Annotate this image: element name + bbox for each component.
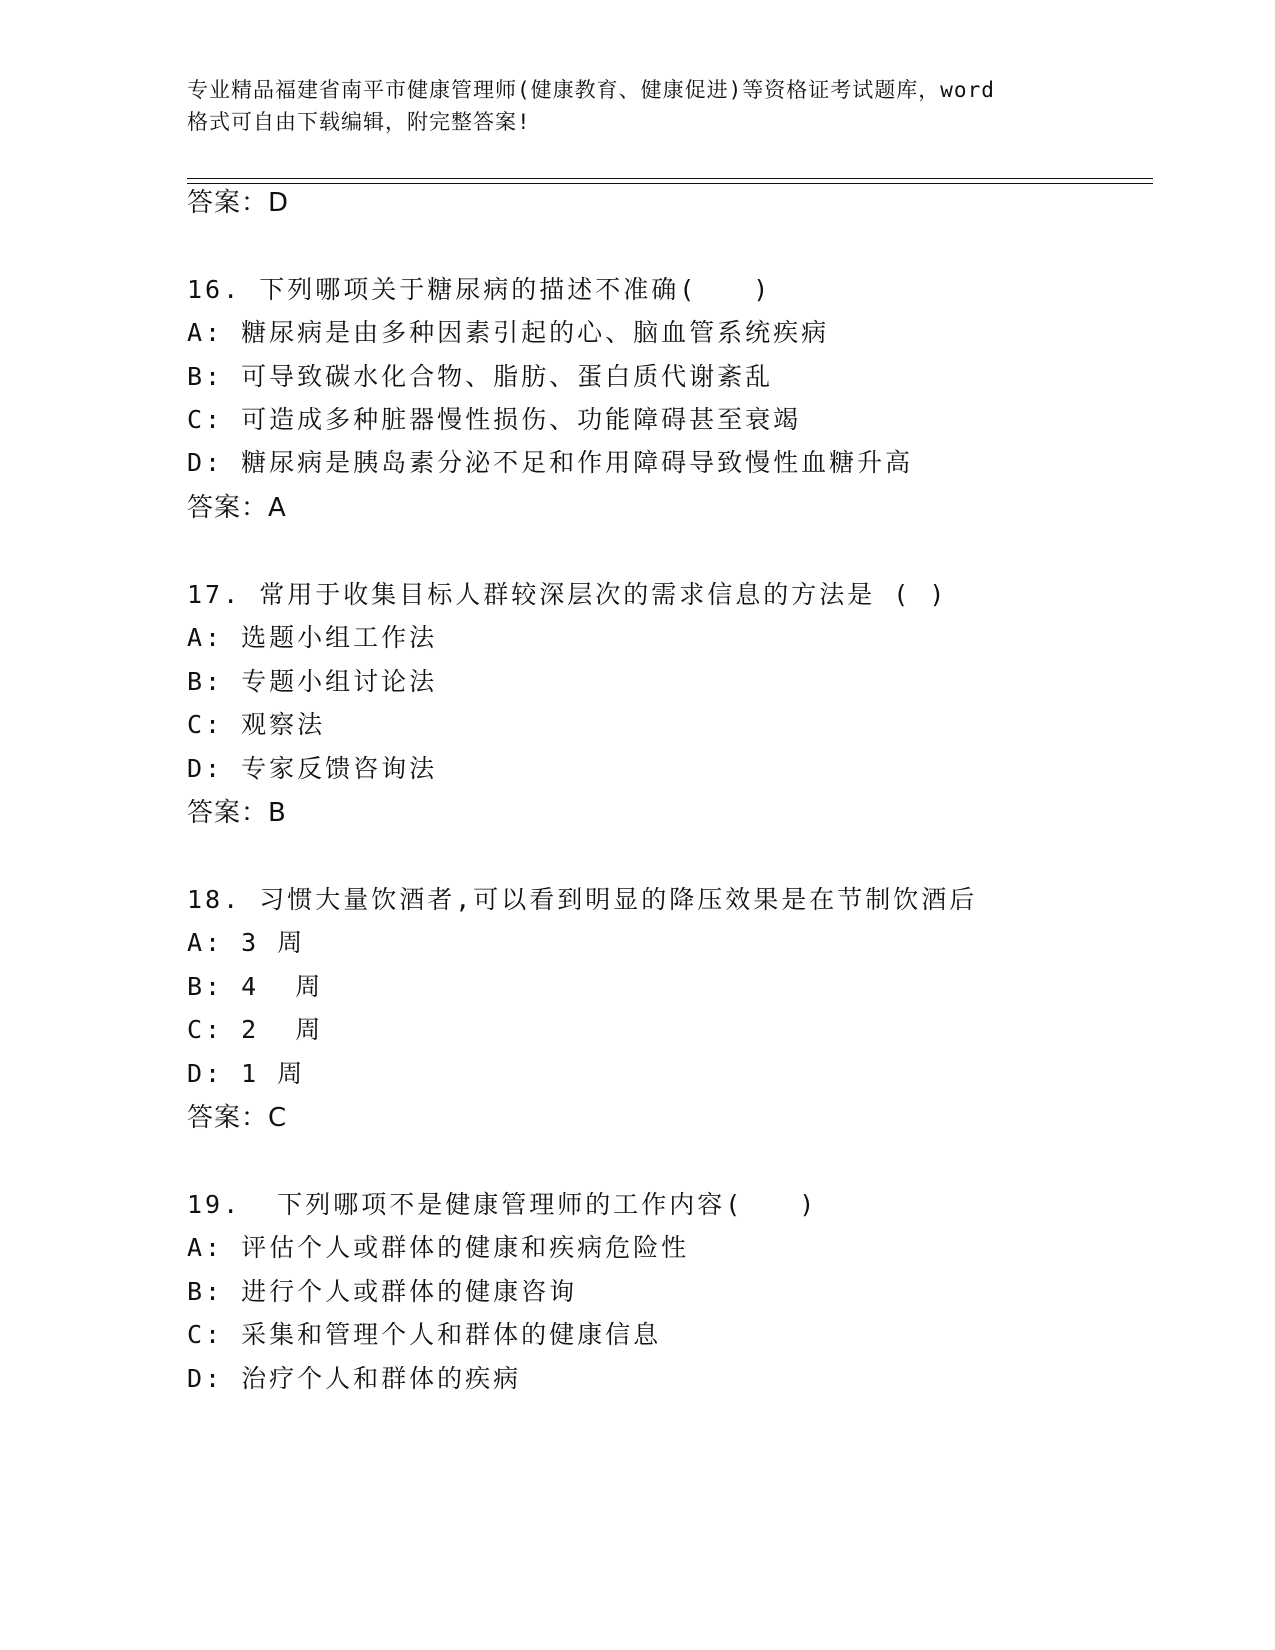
question-18-option-d: D: 1 周 bbox=[187, 1059, 306, 1088]
question-19-option-c: C: 采集和管理个人和群体的健康信息 bbox=[187, 1320, 662, 1349]
question-16-option-d: D: 糖尿病是胰岛素分泌不足和作用障碍导致慢性血糖升高 bbox=[187, 448, 914, 477]
question-17-option-b: B: 专题小组讨论法 bbox=[187, 667, 438, 696]
question-18-option-a: A: 3 周 bbox=[187, 928, 306, 957]
header-line-2: 格式可自由下载编辑，附完整答案! bbox=[187, 110, 531, 134]
question-17-option-a: A: 选题小组工作法 bbox=[187, 623, 438, 652]
question-19-option-a: A: 评估个人或群体的健康和疾病危险性 bbox=[187, 1233, 690, 1262]
header-line-1: 专业精品福建省南平市健康管理师(健康教育、健康促进)等资格证考试题库，word bbox=[187, 78, 995, 102]
question-17-option-c: C: 观察法 bbox=[187, 710, 326, 739]
question-16-option-a: A: 糖尿病是由多种因素引起的心、脑血管系统疾病 bbox=[187, 318, 830, 347]
question-17-stem: 17. 常用于收集目标人群较深层次的需求信息的方法是 ( ) bbox=[187, 580, 948, 609]
question-16-option-b: B: 可导致碳水化合物、脂肪、蛋白质代谢紊乱 bbox=[187, 362, 774, 391]
header-divider-bottom bbox=[187, 183, 1153, 184]
answer-line-18: 答案：C bbox=[187, 1103, 288, 1133]
answer-line-17: 答案：B bbox=[187, 798, 287, 828]
question-19-stem: 19. 下列哪项不是健康管理师的工作内容( ) bbox=[187, 1190, 818, 1219]
answer-line-15: 答案：D bbox=[187, 188, 290, 218]
question-16-stem: 16. 下列哪项关于糖尿病的描述不准确( ) bbox=[187, 275, 772, 304]
question-19-option-d: D: 治疗个人和群体的疾病 bbox=[187, 1364, 522, 1393]
document-header bbox=[187, 74, 1087, 138]
question-19-option-b: B: 进行个人或群体的健康咨询 bbox=[187, 1277, 578, 1306]
header-divider-top bbox=[187, 178, 1153, 179]
question-18-stem: 18. 习惯大量饮酒者,可以看到明显的降压效果是在节制饮酒后 bbox=[187, 885, 978, 914]
question-16-option-c: C: 可造成多种脏器慢性损伤、功能障碍甚至衰竭 bbox=[187, 405, 802, 434]
question-18-option-c: C: 2 周 bbox=[187, 1015, 324, 1044]
question-17-option-d: D: 专家反馈咨询法 bbox=[187, 754, 438, 783]
question-18-option-b: B: 4 周 bbox=[187, 972, 324, 1001]
answer-line-16: 答案：A bbox=[187, 493, 287, 523]
